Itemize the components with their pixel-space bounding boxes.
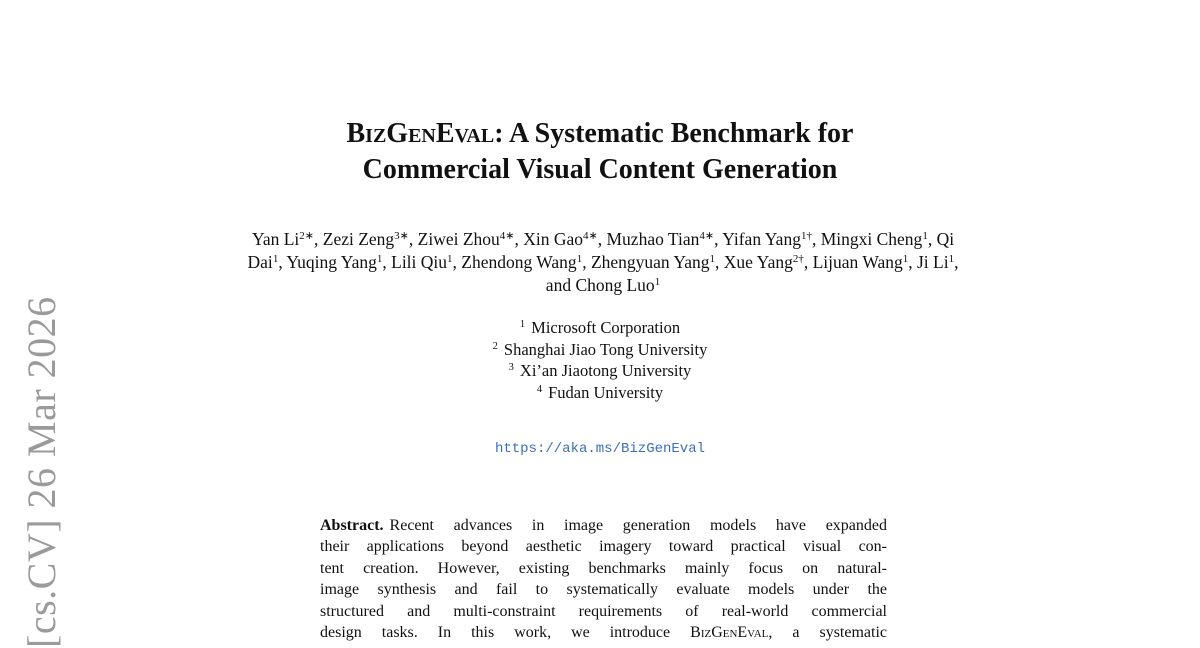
abstract [320, 515, 887, 643]
title-line1-rest: : A Systematic Benchmark for [494, 118, 854, 149]
abstract-lead: Abstract. [320, 517, 384, 534]
affiliation-item: $^3$ Xi’an Jiaotong University [508, 361, 692, 380]
author-name: Muzhao Tian$^{4∗}$ [606, 229, 715, 249]
abstract-line: design tasks. In this work, we introduce BizGenEval, a systematic [320, 623, 888, 641]
affiliation-item: $^4$ Fudan University [536, 382, 664, 402]
author-name: Lili Qiu$^1$ [391, 252, 453, 272]
author-name: Qi Dai$^1$ [247, 229, 955, 272]
affiliation-list [0, 317, 1200, 403]
paper-title [0, 116, 1200, 188]
affiliation-item: $^2$ Shanghai Jiao Tong University [492, 339, 708, 359]
author-name: Yifan Yang$^{1\dagger}$ [722, 229, 812, 249]
author-name: Yuqing Yang$^1$ [286, 252, 383, 272]
author-name: Xue Yang$^{2\dagger}$ [723, 252, 804, 272]
affiliation-item: $^1$ Microsoft Corporation [519, 318, 681, 337]
author-name: Ziwei Zhou$^{4∗}$ [417, 229, 515, 249]
abstract-line: tent creation. However, existing benchmarks mainly focus on natural- [320, 559, 887, 577]
title-line2: Commercial Visual Content Generation [362, 154, 838, 185]
abstract-line: image synthesis and fail to systematically evaluate models under the [320, 581, 887, 599]
abstract-line: structured and multi-constraint requirements of real-world commercial [320, 602, 887, 620]
author-list: Yan $Li^{2∗}$, Zezi Zeng$^{3∗}$, Ziwei Zhou$^{4∗}$, Xin Gao$^{4∗}$, Muzhao Tian$^{4∗}$, Yifan Yang$^{1\dagger}$, Mingxi Cheng$^1$, Qi Dai$^1$, Yuqing Yang$^1$, Lili Qiu$^1$, Zhendong Wang$^1$, Zhengyuan Yang$^1$, Xue Yang$^{2\dagger}$, Lijuan Wang$^1$, Ji Li$^1$, and Chong Luo$^1$ [247, 229, 959, 295]
author-name: Xin Gao$^{4∗}$ [523, 229, 598, 249]
author-name: and Chong Luo$^1$ [545, 275, 661, 295]
abstract-line: their applications beyond aesthetic imagery toward practical visual con- [320, 538, 887, 556]
author-name: Mingxi Cheng$^1$ [820, 229, 928, 249]
abstract-line: Abstract. Recent advances in image generation models have expanded [320, 517, 887, 534]
author-name: Ji Li$^1$ [916, 252, 955, 272]
title-benchmark-name: BizGenEval [346, 118, 495, 149]
author-name: Zezi Zeng$^{3∗}$ [322, 229, 409, 249]
author-name: Zhengyuan Yang$^1$ [590, 252, 716, 272]
author-name: Yan $Li^{2∗}$ [251, 229, 314, 249]
arxiv-sidebar-stamp: [cs.CV] 26 Mar 2026 [19, 296, 64, 648]
author-name: Lijuan Wang$^1$ [812, 252, 909, 272]
project-link[interactable]: https://aka.ms/BizGenEval [494, 441, 706, 457]
author-name: Zhendong Wang$^1$ [461, 252, 583, 272]
